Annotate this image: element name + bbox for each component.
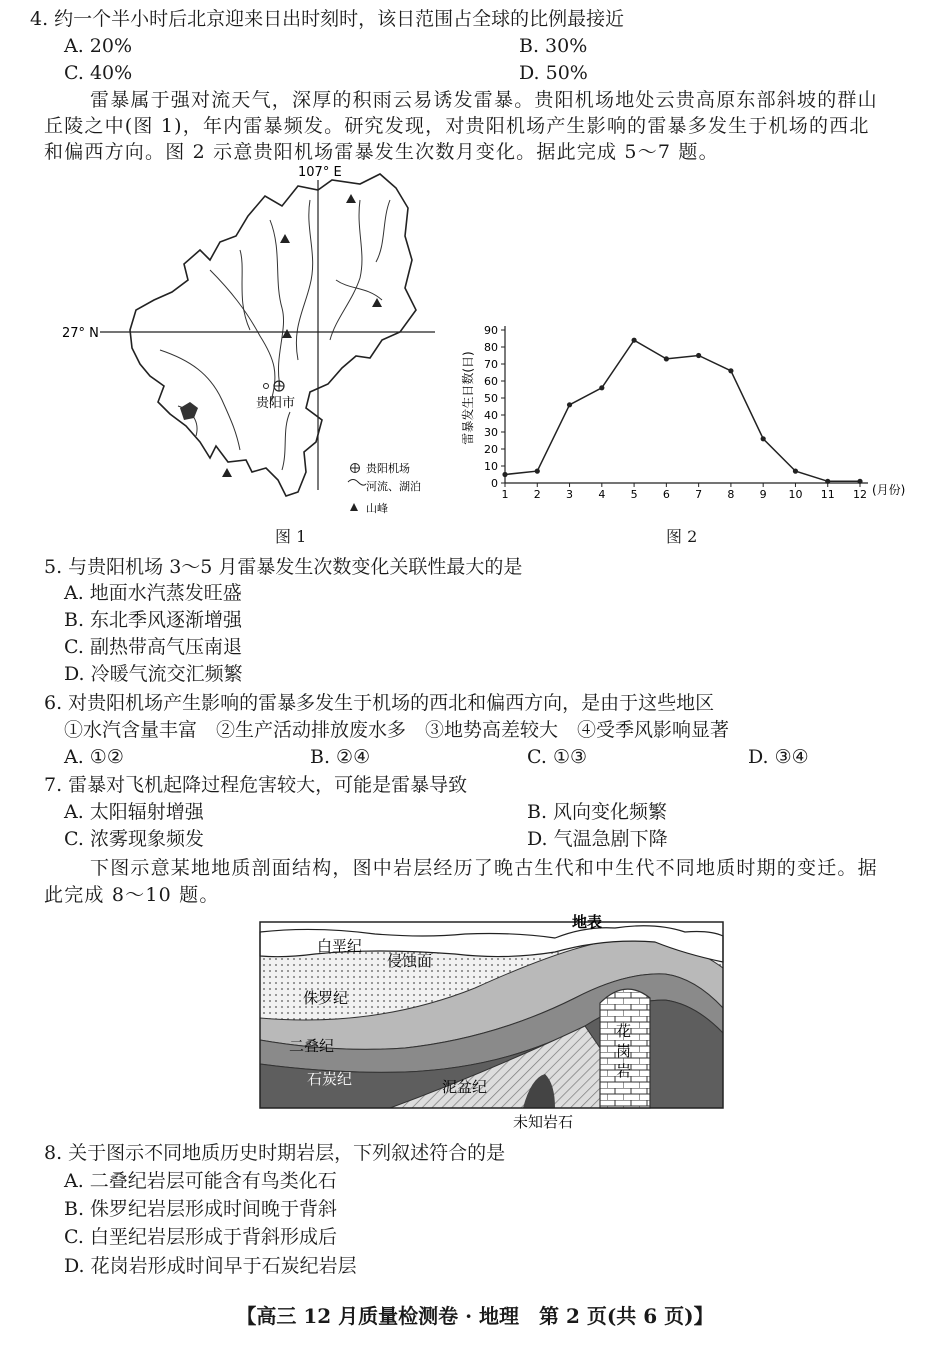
guiyang-map <box>60 160 440 520</box>
chart-y-tick-label: 80 <box>484 341 498 354</box>
chart-y-tick-label: 30 <box>484 426 498 439</box>
chart-point <box>502 472 507 477</box>
intro1-line3: 和偏西方向。图 2 示意贵阳机场雷暴发生次数月变化。据此完成 5～7 题。 <box>44 141 719 163</box>
q8-option-b: B. 侏罗纪岩层形成时间晚于背斜 <box>64 1198 338 1220</box>
page-footer: 【高三 12 月质量检测卷 · 地理 第 2 页(共 6 页)】 <box>236 1304 714 1328</box>
q6-option-b: B. ②④ <box>310 746 371 768</box>
q6-items: ①水汽含量丰富 ②生产活动排放废水多 ③地势高差较大 ④受季风影响显著 <box>64 719 730 741</box>
label-carboniferous: 石炭纪 <box>307 1070 353 1088</box>
q5-option-b: B. 东北季风逐渐增强 <box>64 609 243 631</box>
intro2-line1: 下图示意某地地质剖面结构，图中岩层经历了晚古生代和中生代不同地质时期的变迁。据 <box>90 857 878 879</box>
thunderstorm-chart <box>460 318 920 508</box>
q5-option-d: D. 冷暖气流交汇频繁 <box>64 663 243 685</box>
fig2-caption: 图 2 <box>666 527 698 546</box>
chart-y-tick-label: 40 <box>484 409 498 422</box>
label-jurassic: 侏罗纪 <box>303 989 349 1007</box>
chart-x-tick-label: 2 <box>533 488 541 501</box>
q6-option-a: A. ①② <box>64 746 124 768</box>
q8-stem: 8. 关于图示不同地质历史时期岩层，下列叙述符合的是 <box>44 1142 506 1164</box>
label-unknown-rock: 未知岩石 <box>513 1113 574 1131</box>
chart-x-tick-label: 9 <box>759 488 767 501</box>
q5-option-a: A. 地面水汽蒸发旺盛 <box>64 582 242 604</box>
chart-point <box>599 385 604 390</box>
label-permian: 二叠纪 <box>289 1037 335 1055</box>
q4-option-d: D. 50% <box>519 62 588 84</box>
legend-airport: 贵阳机场 <box>366 462 410 475</box>
chart-x-tick-label: 7 <box>695 488 703 501</box>
chart-point <box>825 479 830 484</box>
q5-stem: 5. 与贵阳机场 3～5 月雷暴发生次数变化关联性最大的是 <box>44 556 523 578</box>
chart-point <box>761 436 766 441</box>
q7-option-b: B. 风向变化频繁 <box>527 801 668 823</box>
chart-point <box>857 479 862 484</box>
latitude-label: 27° N <box>62 326 99 341</box>
lake <box>180 402 198 420</box>
q6-option-c: C. ①③ <box>527 746 588 768</box>
chart-x-tick-label: 4 <box>598 488 606 501</box>
q7-option-a: A. 太阳辐射增强 <box>64 801 204 823</box>
q4-stem: 4. 约一个半小时后北京迎来日出时刻时，该日范围占全球的比例最接近 <box>30 8 625 30</box>
q6-stem: 6. 对贵阳机场产生影响的雷暴多发生于机场的西北和偏西方向，是由于这些地区 <box>44 692 715 714</box>
chart-y-tick-label: 20 <box>484 443 498 456</box>
label-granite-3: 岩 <box>616 1062 632 1080</box>
chart-point <box>631 338 636 343</box>
chart-x-tick-label: 6 <box>662 488 670 501</box>
chart-x-tick-label: 8 <box>727 488 735 501</box>
label-granite-2: 岗 <box>616 1042 632 1060</box>
chart-x-tick-label: 1 <box>501 488 509 501</box>
legend-peak: 山峰 <box>366 502 388 515</box>
chart-series-line <box>505 340 860 481</box>
q8-option-a: A. 二叠纪岩层可能含有鸟类化石 <box>64 1170 337 1192</box>
intro1-line1: 雷暴属于强对流天气，深厚的积雨云易诱发雷暴。贵阳机场地处云贵高原东部斜坡的群山 <box>90 89 878 111</box>
chart-y-tick-label: 0 <box>491 477 498 490</box>
chart-x-tick-label: 5 <box>630 488 638 501</box>
q6-option-d: D. ③④ <box>748 746 809 768</box>
chart-point <box>728 368 733 373</box>
label-cretaceous: 白垩纪 <box>317 937 363 955</box>
q4-option-a: A. 20% <box>64 35 133 57</box>
q7-stem: 7. 雷暴对飞机起降过程危害较大，可能是雷暴导致 <box>44 774 468 796</box>
q8-option-c: C. 白垩纪岩层形成于背斜形成后 <box>64 1226 337 1248</box>
q4-option-b: B. 30% <box>519 35 588 57</box>
city-label: 贵阳市 <box>256 396 296 411</box>
chart-x-tick-label: 11 <box>820 488 835 501</box>
chart-ylabel: 雷暴发生日数(日) <box>461 351 475 445</box>
city-dot <box>264 384 269 389</box>
chart-point <box>696 353 701 358</box>
label-surface: 地表 <box>572 913 603 931</box>
q7-option-c: C. 浓雾现象频发 <box>64 828 204 850</box>
q4-option-c: C. 40% <box>64 62 133 84</box>
chart-y-tick-label: 90 <box>484 324 498 337</box>
fig1-caption: 图 1 <box>275 527 307 546</box>
intro2-line2: 此完成 8～10 题。 <box>44 884 220 906</box>
chart-point <box>793 469 798 474</box>
label-devonian: 泥盆纪 <box>442 1078 488 1096</box>
map-legend <box>348 461 421 515</box>
river-network <box>160 200 390 470</box>
label-granite-1: 花 <box>616 1022 632 1040</box>
chart-y-tick-label: 60 <box>484 375 498 388</box>
chart-y-tick-label: 10 <box>484 460 498 473</box>
chart-point <box>664 356 669 361</box>
chart-point <box>535 469 540 474</box>
q8-option-d: D. 花岗岩形成时间早于石炭纪岩层 <box>64 1255 357 1277</box>
legend-rivers: 河流、湖泊 <box>366 480 421 493</box>
q5-option-c: C. 副热带高气压南退 <box>64 636 242 658</box>
peak-icons <box>222 194 382 477</box>
label-erosion: 侵蚀面 <box>387 952 433 970</box>
q7-option-d: D. 气温急剧下降 <box>527 828 668 850</box>
intro1-line2: 丘陵之中(图 1)，年内雷暴频发。研究发现，对贵阳机场产生影响的雷暴多发生于机场的西北 <box>44 115 870 137</box>
geology-section <box>255 908 730 1132</box>
chart-x-tick-label: 3 <box>566 488 574 501</box>
chart-y-tick-label: 50 <box>484 392 498 405</box>
chart-xlabel: (月份) <box>872 483 906 497</box>
chart-point <box>567 402 572 407</box>
longitude-label: 107° E <box>298 165 342 180</box>
chart-x-tick-label: 12 <box>853 488 867 501</box>
chart-y-tick-label: 70 <box>484 358 498 371</box>
province-outline <box>130 174 416 496</box>
chart-x-tick-label: 10 <box>788 488 803 501</box>
